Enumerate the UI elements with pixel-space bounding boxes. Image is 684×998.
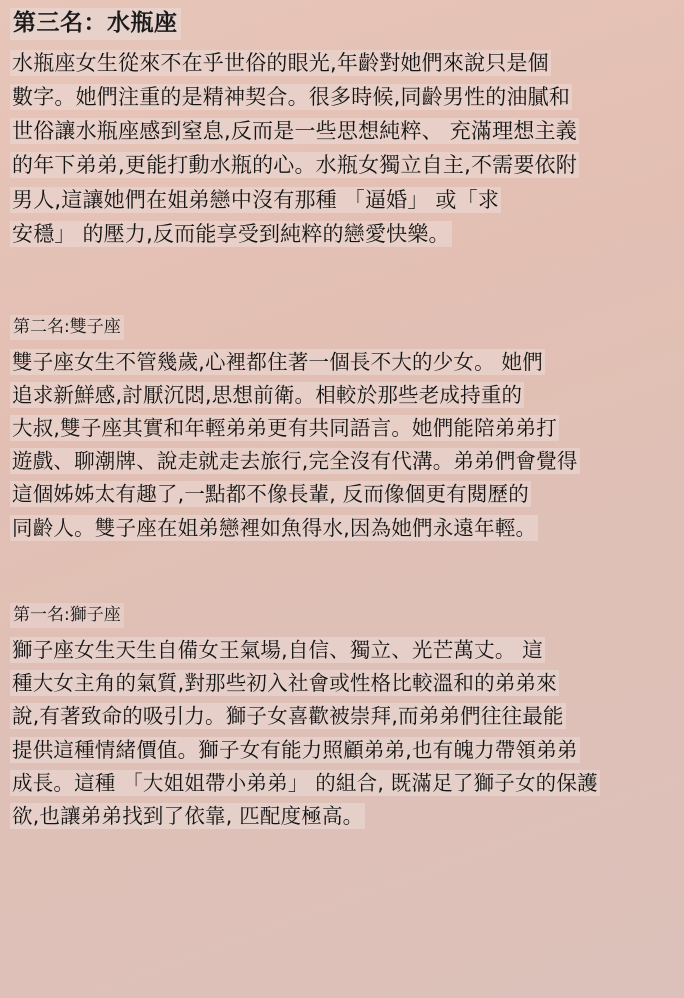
section-body-aquarius <box>10 46 672 250</box>
text-line: 雙子座女生不管幾歲,心裡都住著一個長不大的少女。 她們 <box>12 349 543 374</box>
text-line: 世俗讓水瓶座感到窒息,反而是一些思想純粹、 充滿理想主義 <box>12 119 577 144</box>
text-line: 的年下弟弟,更能打動水瓶的心。水瓶女獨立自主,不需要依附 <box>12 153 577 178</box>
text-line: 獅子座女生天生自備女王氣場,自信、獨立、光芒萬丈。 這 <box>12 637 543 662</box>
section-heading-leo: 第一名:獅子座 <box>10 603 124 628</box>
text-line: 遊戲、聊潮牌、說走就走去旅行,完全沒有代溝。弟弟們會覺得 <box>12 449 578 474</box>
section-aquarius <box>10 8 672 251</box>
text-line: 男人,這讓她們在姐弟戀中沒有那種 「逼婚」 或「求 <box>12 187 500 212</box>
section-heading-aquarius: 第三名：水瓶座 <box>10 8 181 40</box>
text-line: 提供這種情緒價值。獅子女有能力照顧弟弟,也有魄力帶領弟弟 <box>12 737 578 762</box>
text-line: 這個姊姊太有趣了,一點都不像長輩, 反而像個更有閱歷的 <box>12 482 529 507</box>
section-gap <box>10 545 672 603</box>
section-body-leo <box>10 634 672 833</box>
text-line: 追求新鮮感,討厭沉悶,思想前衛。相較於那些老成持重的 <box>12 382 523 407</box>
text-line: 種大女主角的氣質,對那些初入社會或性格比較溫和的弟弟來 <box>12 671 557 696</box>
text-line: 數字。她們注重的是精神契合。很多時候,同齡男性的油膩和 <box>12 85 571 110</box>
text-line: 安穩」 的壓力,反而能享受到純粹的戀愛快樂。 <box>12 221 450 246</box>
section-heading-gemini: 第二名:雙子座 <box>10 315 124 340</box>
section-gap <box>10 251 672 315</box>
text-line: 成長。這種 「大姐姐帶小弟弟」 的組合, 既滿足了獅子女的保護 <box>12 770 598 795</box>
section-body-gemini <box>10 346 672 545</box>
section-gemini <box>10 315 672 545</box>
text-line: 大叔,雙子座其實和年輕弟弟更有共同語言。她們能陪弟弟打 <box>12 416 557 441</box>
text-line: 說,有著致命的吸引力。獅子女喜歡被崇拜,而弟弟們往往最能 <box>12 704 564 729</box>
section-leo <box>10 603 672 833</box>
text-line: 水瓶座女生從來不在乎世俗的眼光,年齡對她們來說只是個 <box>12 51 549 76</box>
text-line: 同齡人。雙子座在姐弟戀裡如魚得水,因為她們永遠年輕。 <box>12 515 537 540</box>
text-line: 欲,也讓弟弟找到了依靠, 匹配度極高。 <box>12 803 364 828</box>
